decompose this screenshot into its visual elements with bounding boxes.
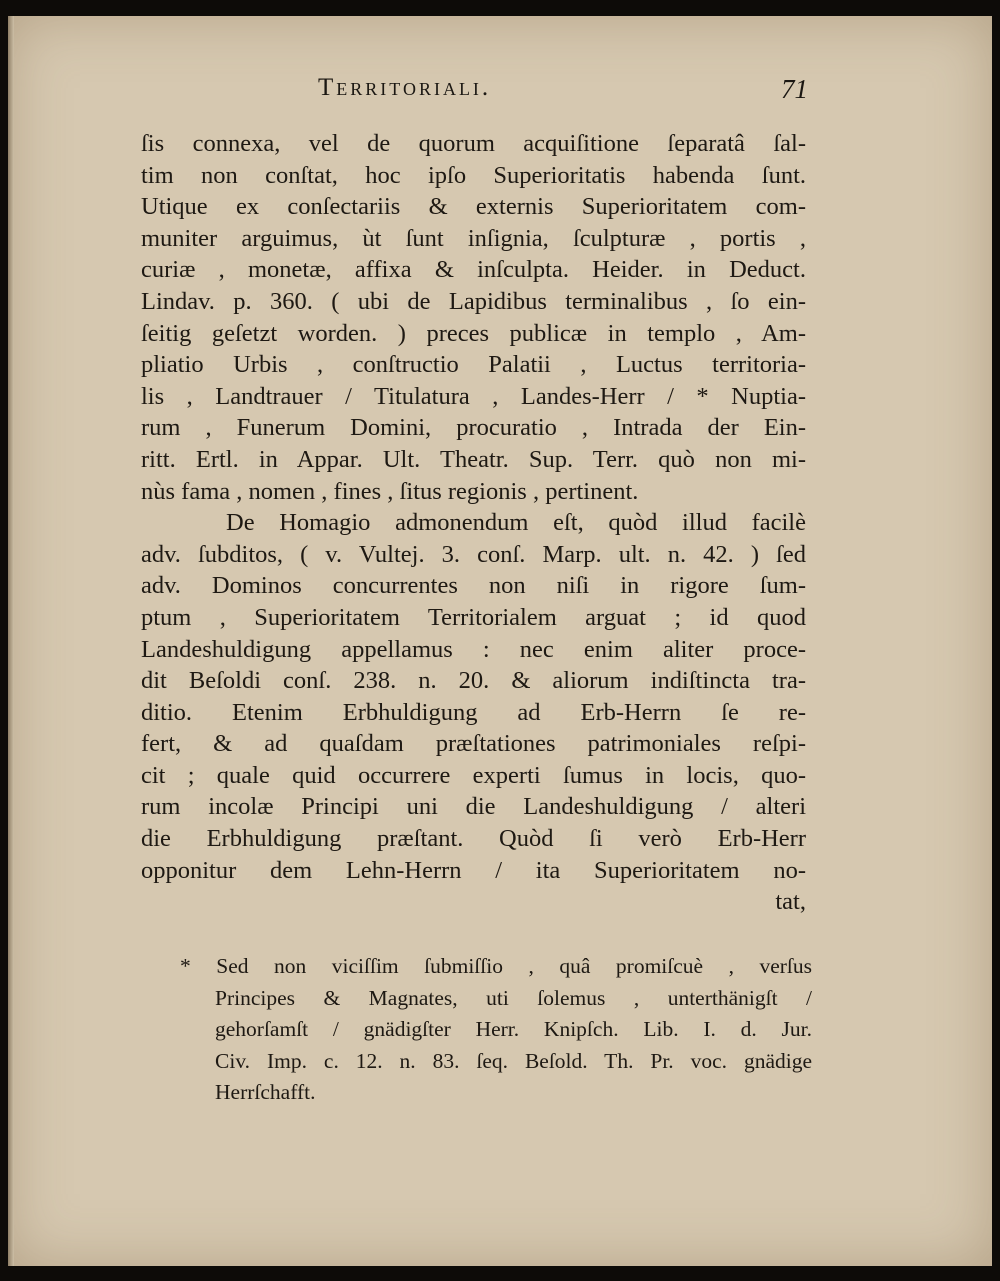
text-line: pliatio Urbis , conſtructio Palatii , Luctus territoria- — [141, 351, 806, 379]
text-line: nùs fama , nomen , fines , ſitus regionis , pertinent. — [141, 477, 639, 505]
page-header — [308, 74, 808, 114]
running-title: Territoriali. — [318, 74, 492, 101]
footnote-line: Civ. Imp. c. 12. n. 83. ſeq. Beſold. Th. Pr. voc. gnädige — [215, 1048, 812, 1073]
text-line: adv. Dominos concurrentes non niſi in rigore ſum- — [141, 572, 806, 600]
text-line: rum incolæ Principi uni die Landeshuldigung / alteri — [141, 793, 806, 821]
text-line: adv. ſubditos, ( v. Vultej. 3. conſ. Marp. ult. n. 42. ) ſed — [141, 540, 806, 568]
text-line: muniter arguimus, ùt ſunt inſignia, ſculpturæ , portis , — [141, 224, 806, 252]
text-line: die Erbhuldigung præſtant. Quòd ſi verò Erb-Herr — [141, 825, 806, 853]
text-line: fert, & ad quaſdam præſtationes patrimoniales reſpi- — [141, 730, 806, 758]
text-line: ſis connexa, vel de quorum acquiſitione ſeparatâ ſal- — [141, 130, 806, 157]
footnote-line: gehorſamſt / gnädigſter Herr. Knipſch. Lib. I. d. Jur. — [215, 1017, 812, 1041]
text-line: lis , Landtrauer / Titulatura , Landes-Herr / * Nuptia- — [141, 382, 806, 410]
paragraph-start-line: De Homagio admonendum eſt, quòd illud facilè — [226, 509, 806, 537]
text-line: cit ; quale quid occurrere experti ſumus in locis, quo- — [141, 761, 806, 789]
page-number: 71 — [781, 74, 808, 104]
text-line: ritt. Ertl. in Appar. Ult. Theatr. Sup. Terr. quò non mi- — [141, 445, 806, 473]
text-line: curiæ , monetæ, affixa & inſculpta. Heider. in Deduct. — [141, 256, 806, 284]
text-line: ditio. Etenim Erbhuldigung ad Erb-Herrn ſe re- — [141, 698, 806, 726]
text-line: tim non conſtat, hoc ipſo Superioritatis habenda ſunt. — [141, 161, 806, 189]
book-page — [8, 16, 992, 1266]
text-line: ſeitig geſetzt worden. ) preces publicæ in templo , Am- — [141, 319, 806, 347]
text-line: opponitur dem Lehn-Herrn / ita Superioritatem no- — [141, 856, 806, 884]
catchword-line: tat, — [775, 888, 806, 916]
footnote-line: * Sed non viciſſim ſubmiſſio , quâ promiſcuè , verſus — [180, 954, 812, 978]
text-line: rum , Funerum Domini, procuratio , Intrada der Ein- — [141, 414, 806, 442]
main-text — [141, 128, 806, 918]
text-line: Landeshuldigung appellamus : nec enim aliter proce- — [141, 635, 806, 663]
page-left-edge — [8, 16, 14, 1266]
text-line: dit Beſoldi conſ. 238. n. 20. & aliorum indiſtincta tra- — [141, 667, 806, 695]
footnote — [180, 951, 812, 1109]
footnote-line: Principes & Magnates, uti ſolemus , unterthänigſt / — [215, 985, 812, 1010]
text-line: Lindav. p. 360. ( ubi de Lapidibus terminalibus , ſo ein- — [141, 287, 806, 315]
text-line: Utique ex conſectariis & externis Superioritatem com- — [141, 193, 806, 221]
text-line: ptum , Superioritatem Territorialem arguat ; id quod — [141, 603, 806, 631]
footnote-line: Herrſchafft. — [215, 1080, 316, 1104]
